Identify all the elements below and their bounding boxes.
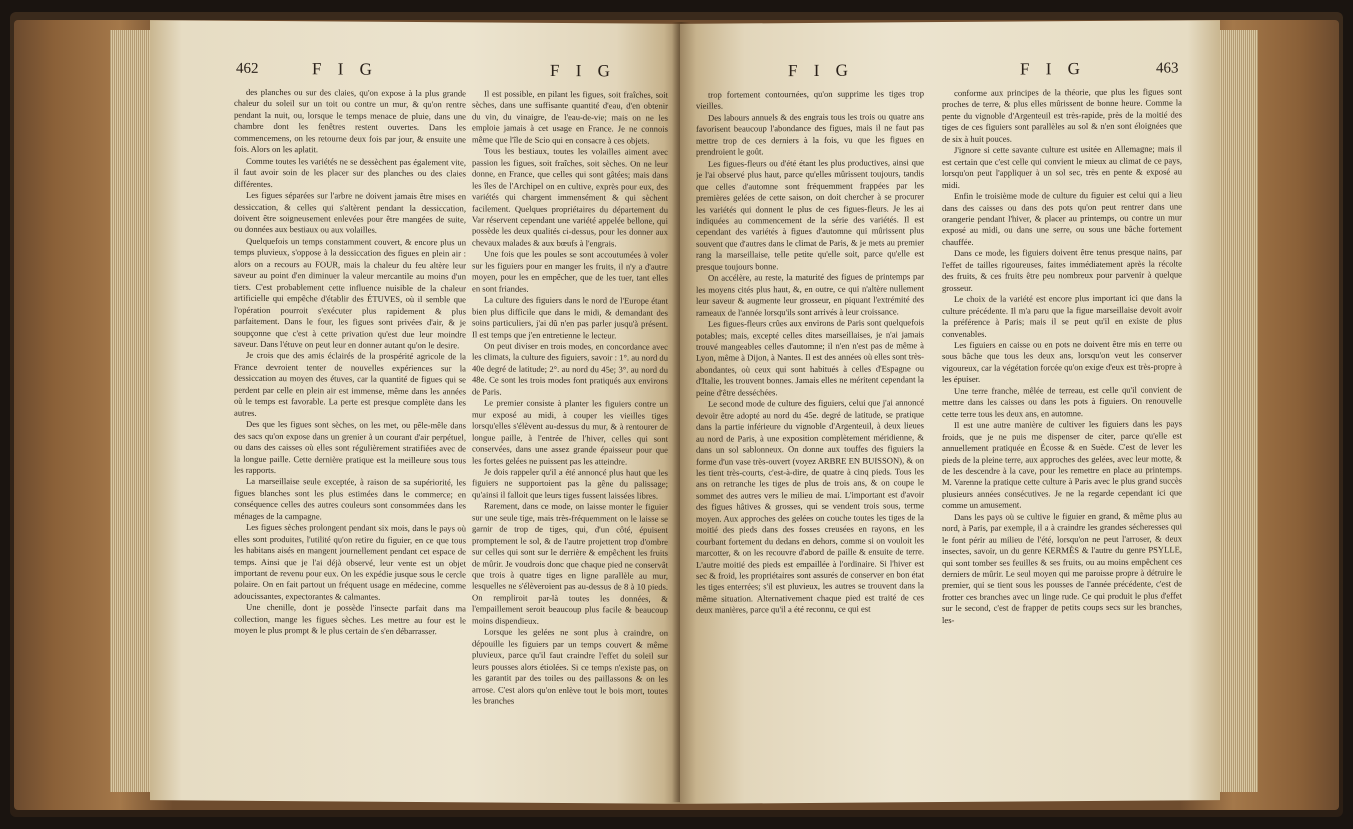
paragraph: Une chenille, dont je possède l'insecte parfait dans ma collection, mange les figues sèches. Les mettre au four est le moyen le plus prompt & le plus certain de s'en débarrasser. [234, 602, 466, 637]
left-page-number: 462 [236, 60, 259, 77]
paragraph: Une terre franche, mêlée de terreau, est celle qu'il convient de mettre dans les caisses ou dans les pots à figuiers. On renouvelle cette terre tous les deux ans, en automne. [942, 384, 1182, 419]
paragraph: Dans les pays où se cultive le figuier en grand, & même plus au nord, à Paris, par exemple, il a à craindre les grandes sécheresses qui le font périr au milieu de l'été, lorsqu'on ne peut l'arroser, & deux insectes, savoir, un du genre KERMÈS & l'autre du genre PSYLLE, qui sont tomber ses feuilles & ses fruits, ou au moins empêchent ces derniers de mûrir. Le seul moyen qui me paroisse propre à détruire le premier, qui se tient sous les pousses de l'année précédente, c'est de frotter ces branches avec un linge rude. Ce qui produit le plus d'effet sur le second, c'est de frapper de petits coups secs sur les branches, les- [942, 510, 1182, 625]
paragraph: Les figues-fleurs ou d'été étant les plus productives, ainsi que je l'ai observé plus haut, parce qu'elles mûrissent toujours, tandis que celles d'automne sont fréquemment frappées par les premières gelées de cette saison, on doit chercher à se procurer les variétés qui donnent le plus de ces figues-fleurs. Je les ai indiquées au commencement de la série des variétés. Il est cependant des variétés à figues d'automne qui mûrissent plus souvent que d'autres dans le climat de Paris, & je mets au premier rang la marseillaise, telle petite qu'elle soit, parce qu'elle est presque toujours bonne. [696, 156, 924, 272]
left-page-edges [110, 30, 150, 792]
right-column-1 [696, 88, 924, 790]
paragraph: Le choix de la variété est encore plus important ici que dans la culture précédente. Il m'a paru que la figue marseillaise devoit avoir la préférence à Paris; mais il se peut qu'il en existe de plus convenables. [942, 292, 1182, 339]
paragraph: Les figues séparées sur l'arbre ne doivent jamais être mises en dessiccation, & celles qui s'altèrent pendant la dessiccation, doivent être soigneusement enlevées pour être mangées de suite, ou données aux bestiaux ou aux volailles. [234, 189, 466, 236]
right-running-head-2: F I G [1020, 59, 1086, 79]
paragraph: On peut diviser en trois modes, en concordance avec les climats, la culture des figuiers, savoir : 1°. au nord du 40e degré de latitude; 2°. au nord du 45e; 3°. au nord du 48e. Ce sont les trois modes font pratiqués aux environs de Paris. [472, 340, 668, 397]
right-page-number: 463 [1156, 60, 1179, 77]
paragraph: trop fortement contournées, qu'on supprime les tiges trop vieilles. [696, 88, 924, 112]
paragraph: J'ignore si cette savante culture est usitée en Allemagne; mais il est certain que c'est celle qui convient le mieux au climat de ce pays, lorsqu'on peut l'appliquer à un sol sec, très en pente & exposé au midi. [942, 143, 1182, 190]
paragraph: Des que les figues sont sèches, on les met, ou pêle-mêle dans des sacs qu'on expose dans un grenier à un courant d'air perpétuel, ou dans des caisses où elles sont régulièrement stratifiées avec de la longue paille. Cette dernière pratique est la meilleure sous tous les rapports. [234, 418, 466, 475]
paragraph: Une fois que les poules se sont accoutumées à voler sur les figuiers pour en manger les fruits, il n'y a d'autre moyen, pour les en empêcher, que de les tuer, tant elles en sont friandes. [472, 248, 668, 294]
right-page [680, 20, 1220, 804]
paragraph: Je dois rappeler qu'il a été annoncé plus haut que les figuiers ne supportoient pas la gêne du palissage; qu'ainsi il falloit que leurs tiges fussent laissées libres. [472, 466, 668, 501]
left-running-head-1: F I G [312, 59, 378, 79]
paragraph: Enfin le troisième mode de culture du figuier est celui qui a lieu dans des caisses ou dans des pots qu'on peut rentrer dans une orangerie pendant l'hiver, & placer au printemps, ou contre un mur exposé au midi, ou dans une serre, ou sous une bâche fortement chauffée. [942, 189, 1182, 247]
paragraph: La marseillaise seule exceptée, à raison de sa supériorité, les figues blanches sont les plus estimées dans le commerce; en conséquence celles des autres couleurs sont consommées dans les ménages de la campagne. [234, 476, 466, 522]
paragraph: Les figues-fleurs crûes aux environs de Paris sont quelquefois potables; mais, excepté celles dites marseillaises, je n'ai jamais trouvé mangeables celles d'automne; il n'en n'est pas de même à Lyon, même à Dijon, à Nantes. Il est des années où elles sont très-abondantes, où ceux qui sont habitués à celles d'Espagne ou d'Italie, les trouvent bonnes. Jamais elles ne méritent cependant la peine d'être desséchées. [696, 317, 924, 398]
left-running-head-2: F I G [550, 60, 616, 81]
paragraph: On accélère, au reste, la maturité des figues de printemps par les moyens cités plus haut, &, en outre, ce qui n'altère nullement leur saveur & augmente leur grosseur, en piquant l'extrémité des rameaux de l'année lorsqu'ils sont arrivés à leur croissance. [696, 271, 924, 318]
paragraph: Tous les bestiaux, toutes les volailles aiment avec passion les figues, soit fraîches, soit sèches. On ne leur donne, en France, que celles qui sont gâtées; mais dans les îles de l'Archipel on en cultive, exprès pour eux, des variétés qui chargent immensément & qui sèchent facilement. Quelques propriétaires du département du Var réservent cependant une variété appelée bellone, qui possède les deux qualités ci-dessus, pour les donner aux chevaux malades & aux bœufs à l'engrais. [472, 145, 668, 249]
paragraph: Des labours annuels & des engrais tous les trois ou quatre ans favorisent beaucoup l'abondance des figues, mais il ne faut pas mettre trop de ces derniers à la fois, vu que les figues en prendroient le goût. [696, 111, 924, 158]
paragraph: Dans ce mode, les figuiers doivent être tenus presque nains, par l'effet de tailles rigoureuses, faites immédiatement après la récolte des fruits, & ces fruits être peu nombreux pour parvenir à quelque grosseur. [942, 246, 1182, 293]
left-column-1 [234, 87, 466, 789]
paragraph: Les figues sèches prolongent pendant six mois, dans le pays où elles sont produites, l'utilité qu'on retire du figuier, en ce que tous les habitans aisés en mangent journellement pendant cet espace de temps. Ainsi que je l'ai déjà observé, leur vente est un objet important de revenu pour eux. On les expédie jusque sous le cercle polaire. On en fait partout un fréquent usage en médecine, comme adoucissantes, expectorantes & calmantes. [234, 522, 466, 602]
left-page [150, 20, 680, 804]
paragraph: conforme aux principes de la théorie, que plus les figues sont proches de terre, & plus elles mûrissent de bonne heure. Comme la pente du vignoble d'Argenteuil est très-rapide, près de la moitié des tiges de ces figuiers sont parallèles au sol & n'en sont éloignées que de six à huit pouces. [942, 86, 1182, 144]
right-running-head-1: F I G [788, 60, 854, 81]
paragraph: Lorsque les gelées ne sont plus à craindre, on dépouille les figuiers par un temps couvert & même pluvieux, parce qu'il faut craindre l'effet du soleil sur leurs pousses alors étiolées. Si ce temps n'existe pas, on les garantit par des toiles ou des paillassons & on les arrose. C'est alors qu'on enlève tout le bois mort, toutes les branches [472, 626, 668, 706]
paragraph: La culture des figuiers dans le nord de l'Europe étant bien plus difficile que dans le midi, & demandant des soins particuliers, j'ai dû n'en pas parler jusqu'à présent. Il est temps que j'en entretienne le lecteur. [472, 294, 668, 340]
left-column-2 [472, 88, 668, 789]
paragraph: Le premier consiste à planter les figuiers contre un mur exposé au midi, à couper les vieilles tiges lorsqu'elles s'élèvent au-dessus du mur, & à rentourer de longue paille, à l'entrée de l'hiver, celles qui sont conservées, dans une assez grande épaisseur pour que les fortes gelées ne puissent pas les atteindre. [472, 397, 668, 466]
paragraph: Il est possible, en pilant les figues, soit fraîches, soit sèches, dans une suffisante quantité d'eau, d'en obtenir du vin, du vinaigre, de l'eau-de-vie; mais on ne les emploie jamais à cet usage en France. Je ne connois même que l'île de Scio qui en consacre à ces objets. [472, 88, 668, 146]
paragraph: des planches ou sur des claies, qu'on expose à la plus grande chaleur du soleil sur un toit ou contre un mur, & qu'on rentre pendant la nuit, ou, lorsque le temps menace de pluie, dans une chambre dont les fenêtres restent ouvertes. Dans les commencemens, on les retourne deux fois par jour, & ensuite une fois. Alors on les aplatit. [234, 86, 466, 155]
paragraph: Le second mode de culture des figuiers, celui que j'ai annoncé devoir être adopté au nord du 45e. degré de latitude, se pratique dans la partie inférieure du vignoble d'Argenteuil, à deux lieues au nord de Paris, à une exposition complètement méridienne, & dans un sol sablonneux. On donne aux touffes des figuiers la forme d'un vase très-ouvert (voyez ARBRE EN BUISSON), & on les tient très-courts, c'est-à-dire, de quatre à cinq pieds. Tous les ans on retranche les tiges de plus de trois ans, & on coupe le sommet des autres vers le milieu de mai. L'important est d'avoir des figues hâtives & grosses, qui se vendent trois sous, terme moyen. Aux approches des gelées on couche toutes les tiges de la moitié des pieds dans des fosses creusées en rayons, en les courbant fortement du dedans en dehors, comme si on vouloit les marcotter, & on les recouvre d'abord de paille & ensuite de terre. L'autre moitié des pieds est empaillée à l'ordinaire. Si l'hiver est sec & froid, les propriétaires sont assurés de conserver en bon état les tiges enterrées; s'il est pluvieux, les autres se trouvent dans la même situation. Alternativement chaque pied est traité de ces deux manières, parce qu'il a été reconnu, ce qui est [696, 397, 924, 616]
paragraph: Rarement, dans ce mode, on laisse monter le figuier sur une seule tige, mais très-fréquemment on le laisse se garnir de trop de tiges, qui, d'un côté, épuisent promptement le sol, & de l'autre projettent trop d'ombre sur celles qui sont sur le derrière & empêchent les fruits de mûrir. Je voudrois donc que chaque pied ne conservât que trois à quatre tiges en ligne parallèle au mur, lesquelles ne s'élèveroient pas au-dessus de 8 à 10 pieds. On rempliroit par-là toutes les données, & l'empaillement seroit beaucoup plus facile & beaucoup moins dispendieux. [472, 500, 668, 626]
paragraph: Comme toutes les variétés ne se dessèchent pas également vite, il faut avoir soin de les placer sur des planches ou des claies différentes. [234, 155, 466, 189]
paragraph: Quelquefois un temps constamment couvert, & encore plus un temps pluvieux, s'oppose à la dessiccation des figues en plein air : alors on a recours au FOUR, mais la chaleur du feu altère leur saveur au point d'en diminuer la valeur mercantile au moins d'un tiers. C'est probablement cette influence nuisible de la chaleur artificielle qui empêche d'établir des ÉTUVES, où il semble que l'opération pourroit s'exécuter plus rapidement & plus parfaitement. Dans le four, les figues sont privées d'air, & je soupçonne que c'est à cette privation qu'est due leur moindre saveur. Dans l'étuve on peut leur en donner autant qu'on le desire. [234, 235, 466, 351]
paragraph: Il est une autre manière de cultiver les figuiers dans les pays froids, que je ne puis me dispenser de citer, parce qu'elle est annuellement pratiquée en Écosse & en Suède. C'est de lever les pieds de la pleine terre, aux approches des gelées, avec leur motte, & de les descendre à la cave, pour les remettre en place au printemps. M. Varenne la pratique cette culture à Paris avec le plus grand succès plusieurs années consécutives. Je ne la regarde cependant ici que comme un amusement. [942, 418, 1182, 511]
right-page-edges [1218, 30, 1258, 792]
right-column-2 [942, 86, 1182, 788]
paragraph: Les figuiers en caisse ou en pots ne doivent être mis en terre ou sous bâche que tous les deux ans, lorsqu'on veut les conserver vigoureux, car la végétation forcée qu'on exige d'eux est très-propre à les épuiser. [942, 338, 1182, 385]
paragraph: Je crois que des amis éclairés de la prospérité agricole de la France devroient tenter de nouvelles expériences sur la dessiccation au moyen des étuves, car la quantité de figues qui se perdent par celle en plein air est immense, même dans les années où le temps est favorable. La perte est presque complète dans les autres. [234, 350, 466, 418]
